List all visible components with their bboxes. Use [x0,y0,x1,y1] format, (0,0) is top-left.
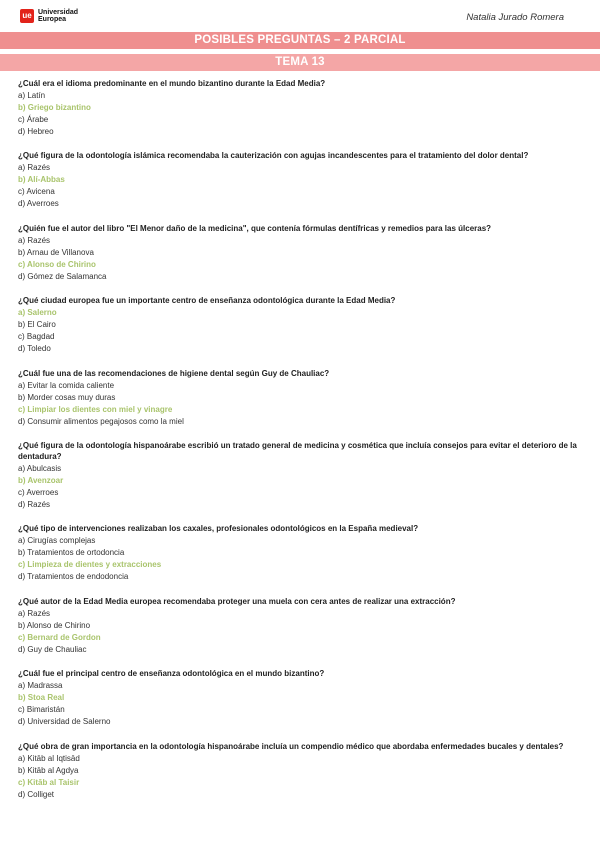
answer-option: a) Cirugías complejas [18,536,96,546]
answer-option: c) Averroes [18,487,59,497]
answer-option: d) Toledo [18,344,51,354]
question-text: ¿Cuál fue una de las recomendaciones de higiene dental según Guy de Chauliac? [18,368,330,378]
question-text: ¿Cuál era el idioma predominante en el mundo bizantino durante la Edad Media? [18,79,326,88]
answer-option: a) Evitar la comida caliente [18,380,115,390]
answer-option: a) Abulcasis [18,463,62,473]
answer-option: d) Razés [18,499,51,509]
answer-option: d) Guy de Chauliac [18,644,87,654]
logo-line-2: Europea [38,16,67,23]
correct-answer-option: c) Alonso de Chirino [18,259,96,269]
question-block [18,150,584,210]
answer-option: b) El Cairo [18,320,56,330]
topic-banner: TEMA 13 [0,54,600,71]
answer-option: d) Averroes [18,199,59,209]
answer-option: a) Razés [18,163,51,173]
correct-answer-option: c) Bernard de Gordon [18,632,101,642]
question-text: ¿Qué figura de la odontología islámica recomendaba la cauterización con agujas incandescentes para el tratamiento del dolor dental? [18,151,529,161]
answer-option: d) Consumir alimentos pegajosos como la miel [18,416,184,426]
question-text: ¿Qué obra de gran importancia en la odontología hispanoárabe incluía un compendio médico que abordaba enfermedades bucales y dentales? [18,741,564,751]
correct-answer-option: a) Salerno [18,308,57,318]
correct-answer-option: c) Kitāb al Taisir [18,777,80,787]
question-block [18,440,584,511]
logo-text [38,9,78,23]
answer-option: d) Universidad de Salerno [18,717,111,727]
question-text: ¿Qué figura de la odontología hispanoárabe escribió un tratado general de medicina y cosmética que incluía consejos para evitar el deterioro de la dentadura? [18,440,577,461]
correct-answer-option: b) Stoa Real [18,693,65,703]
question-block [18,368,584,428]
question-text: ¿Quién fue el autor del libro "El Menor daño de la medicina", que contenía fórmulas dentífricas y remedios para las úlceras? [18,223,492,233]
question-block [18,523,584,583]
answer-option: c) Bimaristán [18,705,65,715]
answer-option: d) Colliget [18,789,55,799]
answer-option: b) Tratamientos de ortodoncia [18,548,125,558]
ue-logo-icon: ue [20,9,34,23]
question-block [18,295,584,355]
correct-answer-option: b) Alí-Abbas [18,175,65,185]
question-block [18,78,584,138]
logo-line-1: Universidad [38,9,79,16]
answer-option: a) Madrassa [18,681,63,691]
answer-option: a) Razés [18,608,51,618]
question-block [18,741,584,801]
answer-option: c) Bagdad [18,332,55,342]
answer-option: a) Latín [18,91,46,100]
question-text: ¿Cuál fue el principal centro de enseñanza odontológica en el mundo bizantino? [18,669,325,679]
correct-answer-option: c) Limpieza de dientes y extracciones [18,560,162,570]
answer-option: b) Morder cosas muy duras [18,392,116,402]
question-block [18,596,584,656]
answer-option: d) Hebreo [18,127,54,136]
page-header [0,0,600,32]
answer-option: d) Tratamientos de endodoncia [18,572,129,582]
title-banner: POSIBLES PREGUNTAS – 2 PARCIAL [0,32,600,49]
answer-option: c) Avicena [18,187,55,197]
question-text: ¿Qué tipo de intervenciones realizaban los caxales, profesionales odontológicos en la España medieval? [18,524,419,534]
answer-option: c) Árabe [18,115,49,124]
correct-answer-option: c) Limpiar los dientes con miel y vinagre [18,404,173,414]
answer-option: a) Kitāb al Iqtisād [18,753,80,763]
author-name: Natalia Jurado Romera [466,12,564,23]
question-text: ¿Qué ciudad europea fue un importante centro de enseñanza odontológica durante la Edad Media? [18,296,396,306]
question-text: ¿Qué autor de la Edad Media europea recomendaba proteger una muela con cera antes de realizar una extracción? [18,596,456,606]
question-list [18,78,584,813]
correct-answer-option: b) Griego bizantino [18,103,91,112]
answer-option: b) Arnau de Villanova [18,247,94,257]
answer-option: d) Gómez de Salamanca [18,271,107,281]
question-block [18,668,584,728]
answer-option: b) Kitāb al Agdya [18,765,79,775]
correct-answer-option: b) Avenzoar [18,475,64,485]
answer-option: b) Alonso de Chirino [18,620,91,630]
answer-option: a) Razés [18,235,51,245]
university-logo [20,9,78,23]
question-block [18,223,584,283]
